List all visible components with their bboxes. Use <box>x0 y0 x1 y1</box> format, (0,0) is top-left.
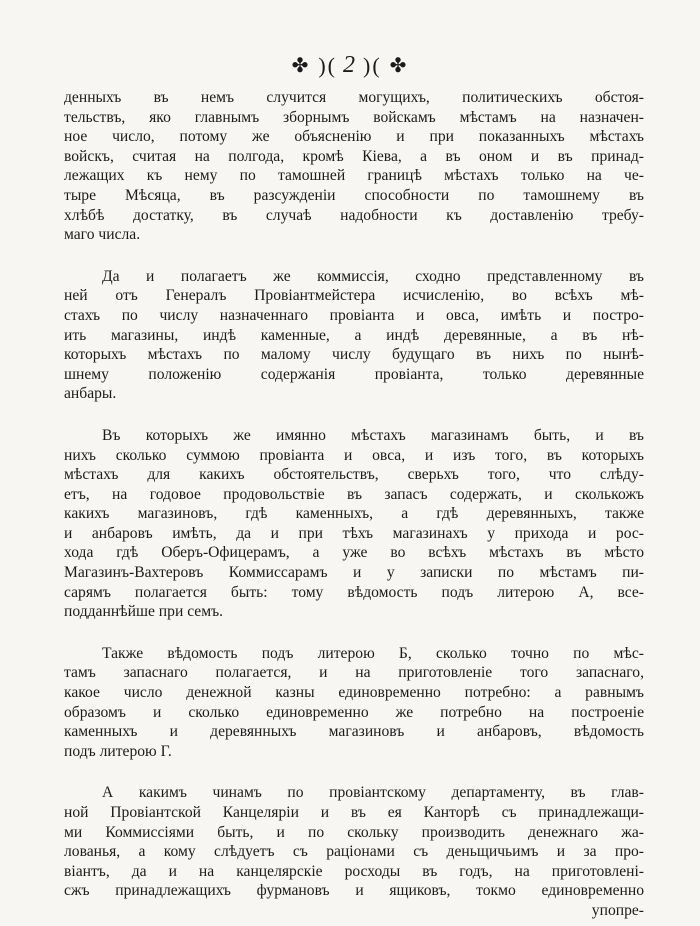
text-line: образомъ и сколько единовременно же потребно на построеніе <box>64 703 644 721</box>
page-number: 2 <box>343 52 357 78</box>
paragraph-2 <box>64 267 644 404</box>
text-line: стахъ по числу назначеннаго провіанта и овса, имѣть и постро- <box>64 306 644 324</box>
text-line: какое число денежной казны единовременно потребно: а равнымъ <box>64 684 644 702</box>
paragraph-3 <box>64 426 644 622</box>
page-header <box>0 52 700 79</box>
text-line: лованья, а кому слѣдуетъ съ раціонами съ деньщичьимъ и за про- <box>64 843 644 861</box>
paragraph-4 <box>64 644 644 762</box>
text-line: маго числа. <box>64 226 141 244</box>
text-line: тамъ запаснаго полагается, и на приготовленіе того запаснаго, <box>64 664 644 682</box>
text-line: мѣстахъ для какихъ обстоятельствъ, сверьхъ того, что слѣду- <box>64 466 644 484</box>
text-line: подъ литерою Г. <box>64 742 172 760</box>
text-line: какихъ магазиновъ, гдѣ каменныхъ, а гдѣ деревянныхъ, также <box>64 505 644 523</box>
text-line: каменныхъ и деревянныхъ магазиновъ и анбаровъ, вѣдомость <box>64 723 644 741</box>
text-line: Въ которыхъ же имянно мѣстахъ магазинамъ быть, и въ <box>102 426 644 444</box>
text-line: шнему положенію содержанія провіанта, только деревянные <box>64 365 644 383</box>
paragraph-1 <box>64 88 644 245</box>
text-line: Магазинъ-Вахтеровъ Коммиссарамъ и у записки по мѣстамъ пи- <box>64 564 644 582</box>
paragraph-5 <box>64 783 644 920</box>
text-line: ней отъ Генералъ Провіантмейстера исчисленію, во всѣхъ мѣ- <box>64 287 644 305</box>
text-line: которыхъ мѣстахъ по малому числу будущаго въ нихъ по нынѣ- <box>64 346 644 364</box>
text-line: ми Коммиссіями быть, и по скольку производить денежнаго жа- <box>64 823 644 841</box>
text-line: и анбаровъ имѣть, да и при тѣхъ магазинахъ у прихода и рос- <box>64 524 644 542</box>
left-ornament-icon: ✤ <box>291 55 311 77</box>
text-line: хлѣбѣ достатку, въ случаѣ надобности къ доставленію требу- <box>64 206 644 224</box>
text-line: Также вѣдомость подъ литерою Б, сколько точно по мѣс- <box>102 644 644 662</box>
text-line: денныхъ въ немъ случится могущихъ, политическихъ обстоя- <box>64 89 644 106</box>
text-line: Да и полагаетъ же коммиссія, сходно представленному въ <box>102 267 644 285</box>
text-line: А какимъ чинамъ по провіантскому департаменту, въ глав- <box>102 784 644 802</box>
left-bracket: )( <box>318 52 337 78</box>
text-line: ить магазины, индѣ каменные, а индѣ деревянные, а въ нѣ- <box>64 326 644 344</box>
text-line: тыре Мѣсяца, въ разсужденіи способности по тамошнему въ <box>64 186 644 204</box>
text-line: етъ, на годовое продовольствіе въ запасъ содержать, и сколькожъ <box>64 485 644 503</box>
text-line: ное число, потому же объясненію и при показанныхъ мѣстахъ <box>64 128 644 146</box>
text-line: сжъ принадлежащихъ фурмановъ и ящиковъ, токмо единовременно <box>64 882 644 900</box>
catchword: упопре- <box>591 901 644 919</box>
text-line: віантъ, да и на канцелярскіе росходы въ годъ, на приготовлені- <box>64 862 644 880</box>
text-line: войскъ, считая на полгода, кромѣ Кіева, а въ оном и въ принад- <box>64 147 644 165</box>
text-line: лежащих къ нему по тамошней границѣ мѣстахъ только на че- <box>64 167 644 185</box>
text-line: тельствъ, яко главнымъ зборнымъ войскамъ мѣстамъ на назначен- <box>64 108 644 126</box>
text-line: подданнѣйше при семъ. <box>64 603 224 621</box>
text-line: сарямъ полагается быть: тому вѣдомость подъ литерою А, все- <box>64 583 644 601</box>
text-line: нихъ сколько суммою провіанта и овса, и изъ того, въ которыхъ <box>64 446 644 464</box>
text-line: анбары. <box>64 385 117 403</box>
right-ornament-icon: ✤ <box>389 55 409 77</box>
body-text <box>64 88 644 921</box>
right-bracket: )( <box>363 52 382 78</box>
text-line: хода гдѣ Оберъ-Офицерамъ, а уже во всѣхъ мѣстахъ въ мѣсто <box>64 544 644 562</box>
text-line: ной Провіантской Канцеляріи и въ ея Канторѣ съ принадлежащи- <box>64 804 644 821</box>
